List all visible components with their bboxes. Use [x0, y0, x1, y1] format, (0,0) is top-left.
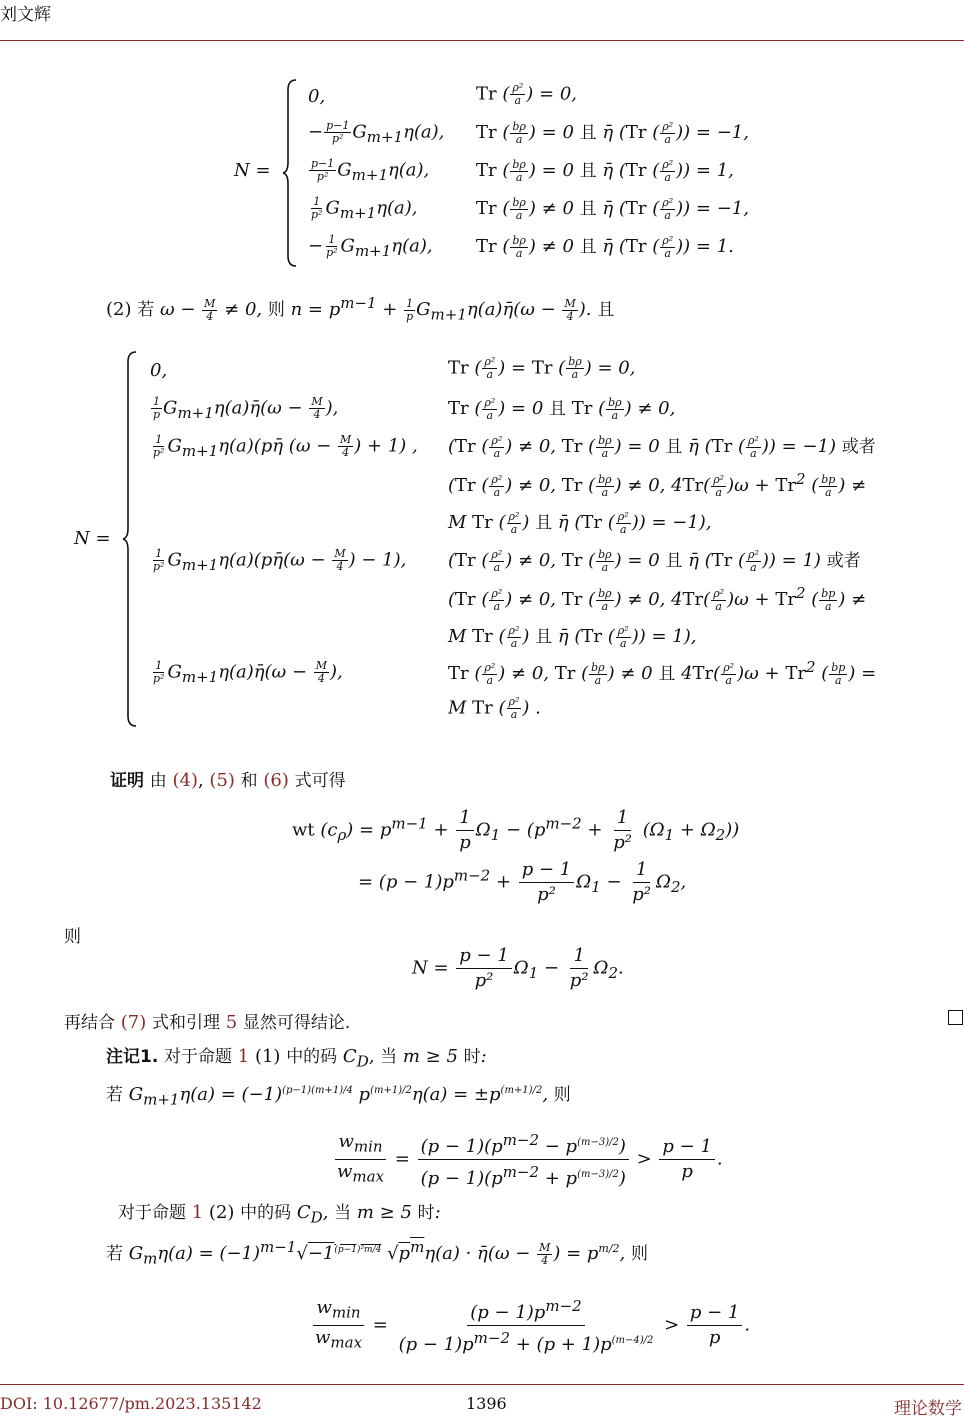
case1-row-3-value: $\frac{p-1}{\text{p²}}$ $G_{m+1}\eta(a)$,	[311, 157, 430, 185]
case1-row-4-condition: Tr ( $\frac{b\rho}{a}$ ) ≠ 0 且 η̄ (Tr ( $\frac{\text{ρ²}}{a}$ )) = −1,	[476, 195, 749, 222]
proof-then: 则	[64, 927, 81, 947]
proof-ref-5[interactable]: (5)	[209, 770, 235, 791]
case1-row-1-condition: Tr ( $\frac{\text{ρ²}}{a}$ ) = 0,	[476, 81, 577, 107]
remark-line-3: 对于命题 1 (2) 中的码 $C_D$, 当 m ≥ 5 时:	[118, 1202, 441, 1227]
footer-journal: 理论数学	[894, 1399, 962, 1419]
running-head: 刘文辉	[0, 5, 51, 25]
case1-lhs: N =	[234, 160, 271, 181]
proof-text-pre: 由	[149, 771, 167, 791]
case2-row-5-condition: M Tr ( $\frac{\text{ρ²}}{a}$ ) 且 η̄ (Tr ( $\frac{\text{ρ²}}{a}$ )) = −1),	[448, 509, 712, 536]
qed-box-icon	[948, 1010, 963, 1025]
proof-eq2: = $(p - 1)p^{m-2}$ + $\frac{p - 1}{\text{p²}}$ $\Omega_1$ − $\frac{1}{\text{p²}}$ $\Omega_2$,	[358, 859, 687, 905]
case1-row-2-value: − $\frac{p-1}{\text{p²}}$ $G_{m+1}\eta(a)$,	[308, 119, 445, 147]
proof-ref-7[interactable]: (7)	[120, 1012, 147, 1033]
remark-line-1: 注记1. 对于命题 1 (1) 中的码 $C_D$, 当 m ≥ 5 时:	[106, 1046, 487, 1071]
case2-row-6-condition: (Tr ( $\frac{\text{ρ²}}{a}$ ) ≠ 0, Tr ( $\frac{b\rho}{a}$ ) = 0 且 η̄ (Tr ( $\frac{\text{ρ²}}{a}$ )) = 1) 或者	[448, 547, 861, 574]
case2-row-8-condition: M Tr ( $\frac{\text{ρ²}}{a}$ ) 且 η̄ (Tr ( $\frac{\text{ρ²}}{a}$ )) = 1),	[448, 623, 697, 650]
remark-eq-1: $w_{min}$ $w_{max}$ = $\frac{(p - 1)(p^{m-2} - p^{(m-3)/2})}{(p - 1)(p^{m-2} + p^{(m-3)/2})}$ > $\frac{p - 1}{p}$ .	[332, 1128, 723, 1191]
header-rule	[0, 40, 964, 41]
footer-page-number: 1396	[466, 1394, 507, 1413]
case2-row-4-condition: (Tr ( $\frac{\text{ρ²}}{a}$ ) ≠ 0, Tr ( $\frac{b\rho}{a}$ ) ≠ 0, 4Tr( $\frac{\text{ρ²}}{a}$ )$\omega + Tr^2$ ( $\frac{bp}{a}$ ) ≠	[448, 470, 867, 499]
case2-lhs: N =	[74, 528, 111, 549]
case1-brace	[282, 78, 298, 268]
remark-line3-pre: 对于命题	[118, 1203, 186, 1223]
footer-doi[interactable]: DOI: 10.12677/pm.2023.135142	[0, 1394, 262, 1413]
proof-eq1: wt $(c_\rho) = p^{m-1}$ + $\frac{1}{p}$ $\Omega_1 - (p^{m-2}$ + $\frac{1}{\text{p²}}$ $(\Omega_1 + \Omega_2)$)	[292, 807, 740, 853]
case1-row-4-value: $\frac{1}{\text{p²}}$ $G_{m+1}\eta(a)$,	[311, 195, 418, 223]
case2-row-2-value: $\frac{1}{p}$ $G_{m+1}\eta(a)\etā(\omega$ − $\frac{M}{4}$ ),	[153, 395, 339, 423]
remark-line1-pre: 对于命题	[164, 1047, 233, 1067]
case1-row-1-value: 0,	[308, 86, 326, 107]
remark-line-2: 若 $G_{m+1}\eta(a) = (-1)^{(p-1)(m+1)/4}$ $p^{(m+1)/2}\eta(a) = \pm p^{(m+1)/2}$, 则	[106, 1084, 571, 1109]
proof-text-post: 式可得	[294, 771, 346, 791]
case1-row-5-value: − $\frac{1}{\text{p²}}$ $G_{m+1}\eta(a)$,	[308, 233, 433, 261]
case1-row-3-condition: Tr ( $\frac{b\rho}{a}$ ) = 0 且 η̄ (Tr ( $\frac{\text{ρ²}}{a}$ )) = 1,	[476, 157, 734, 184]
remark-line-4: 若 $G_m\eta(a) = (-1)^{m-1}√-1^{(p-1)^2m/4}$ $√p^m\eta(a)$ · η̄(ω − $\frac{M}{4}$ ) = $p^{m/2}$, 则	[106, 1238, 648, 1268]
proof-label: 证明	[110, 771, 144, 791]
case2-row-3-condition: (Tr ( $\frac{\text{ρ²}}{a}$ ) ≠ 0, Tr ( $\frac{b\rho}{a}$ ) = 0 且 η̄ (Tr ( $\frac{\text{ρ²}}{a}$ )) = −1) 或者	[448, 433, 876, 460]
proposition-ref-1b[interactable]: 1	[191, 1202, 204, 1223]
proof-ref-6[interactable]: (6)	[263, 770, 289, 791]
proof-conclusion	[64, 1008, 350, 1033]
proof-and: 和	[240, 771, 258, 791]
remark-label: 注记1.	[106, 1047, 159, 1067]
footer-rule	[0, 1384, 964, 1385]
case2-row-2-condition: Tr ( $\frac{\text{ρ²}}{a}$ ) = 0 且 Tr ( $\frac{b\rho}{a}$ ) ≠ 0,	[448, 395, 676, 422]
case2-row-6-value: $\frac{1}{\text{p²}}$ $G_{m+1}\eta(a)(p\etā(\omega$ − $\frac{M}{4}$ ) − 1),	[153, 547, 407, 575]
proof-intro: 证明 由 (4), (5) 和 (6) 式可得	[110, 770, 346, 791]
case2-row-10-condition: M Tr ( $\frac{\text{ρ²}}{a}$ ) .	[448, 695, 541, 721]
conclusion-post: 显然可得结论.	[242, 1013, 351, 1033]
proof-ref-4[interactable]: (4)	[172, 770, 198, 791]
case2-row-9-value: $\frac{1}{\text{p²}}$ $G_{m+1}\eta(a)\etā(\omega$ − $\frac{M}{4}$ ),	[153, 659, 343, 687]
case2-brace	[122, 350, 138, 728]
conclusion-pre: 再结合	[64, 1013, 115, 1033]
lemma-ref-5[interactable]: 5	[225, 1012, 238, 1033]
proposition-ref-1[interactable]: 1	[237, 1046, 250, 1067]
case1-row-5-condition: Tr ( $\frac{b\rho}{a}$ ) ≠ 0 且 η̄ (Tr ( $\frac{\text{ρ²}}{a}$ )) = 1.	[476, 233, 734, 260]
conclusion-mid: 式和引理	[151, 1013, 220, 1033]
case2-row-7-condition: (Tr ( $\frac{\text{ρ²}}{a}$ ) ≠ 0, Tr ( $\frac{b\rho}{a}$ ) ≠ 0, 4Tr( $\frac{\text{ρ²}}{a}$ )$\omega + Tr^2$ ( $\frac{bp}{a}$ ) ≠	[448, 584, 867, 613]
case1-row-2-condition: Tr ( $\frac{b\rho}{a}$ ) = 0 且 η̄ (Tr ( $\frac{\text{ρ²}}{a}$ )) = −1,	[476, 119, 749, 146]
case2-row-3-value: $\frac{1}{\text{p²}}$ $G_{m+1}\eta(a)(p\etā$ (ω − $\frac{M}{4}$ ) + 1) ,	[153, 433, 418, 461]
proof-eq3: N = $\frac{p - 1}{\text{p²}}$ $\Omega_1$ − $\frac{1}{\text{p²}}$ $\Omega_2$.	[412, 945, 624, 991]
case2-intro: (2) 若 ω − $\frac{M}{4}$ ≠ 0, 则 $n = p^{m-1}$ + $\frac{1}{p}$ $G_{m+1}\eta(a)\etā(\omega$ − $\frac{M}{4}$ ). 且	[106, 294, 615, 324]
case2-row-9-condition: Tr ( $\frac{\text{ρ²}}{a}$ ) ≠ 0, Tr ( $\frac{b\rho}{a}$ ) ≠ 0 且 4Tr( $\frac{\text{ρ²}}{a}$ )$\omega + Tr^2$ ( $\frac{bp}{a}$ ) =	[448, 658, 877, 687]
remark-eq-2: $w_{min}$ $w_{max}$ = $\frac{(p - 1)p^{m-2}}{(p - 1)p^{m-2} + (p + 1)p^{(m-4)/2}}$ > $\frac{p - 1}{p}$ .	[310, 1294, 750, 1357]
case2-row-1-condition: Tr ( $\frac{\text{ρ²}}{a}$ ) = Tr ( $\frac{b\rho}{a}$ ) = 0,	[448, 355, 636, 381]
case2-row-1-value: 0,	[150, 360, 168, 381]
